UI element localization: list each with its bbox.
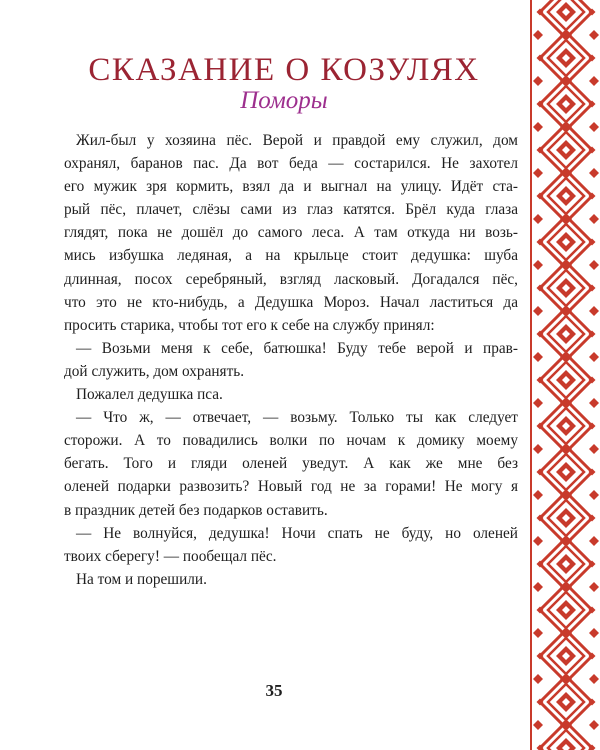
ornament-diamond xyxy=(533,536,543,546)
text-line: дой служить, дом охранять. xyxy=(64,362,245,380)
ornament-diamond xyxy=(589,260,599,270)
ornament-diamond xyxy=(589,536,599,546)
text-line: мись избушка ледяная, а на крыльце стоит дедушка: шуба xyxy=(64,247,518,265)
ornament-diamond xyxy=(533,720,543,730)
text-line: На том и порешили. xyxy=(76,570,207,588)
ornament-diamond xyxy=(533,398,543,408)
page-subtitle: Поморы xyxy=(240,87,328,114)
ornament-diamond xyxy=(589,306,599,316)
ornament-border xyxy=(528,0,600,750)
ornament-diamond xyxy=(589,490,599,500)
ornament-diamond xyxy=(589,444,599,454)
ornament-diamond xyxy=(589,582,599,592)
story-text xyxy=(64,129,518,591)
text-line: в праздник детей без подарков оставить. xyxy=(64,501,328,519)
text-line: оленей подарки развозить? Новый год не за горами! Не могу я xyxy=(64,478,518,496)
text-line: Жил-был у хозяина пёс. Верой и правдой ему служил, дом xyxy=(76,132,518,149)
ornament-diamond xyxy=(589,628,599,638)
text-line: его мужик зря кормить, взял да и выгнал на улицу. Идёт ста- xyxy=(64,178,518,196)
ornament-diamond xyxy=(589,122,599,132)
ornament-diamond xyxy=(589,398,599,408)
text-line: — Не волнуйся, дедушка! Ночи спать не буду, но оленей xyxy=(76,524,518,542)
ornament-diamond xyxy=(533,306,543,316)
ornament-diamond xyxy=(533,30,543,40)
ornament-diamond xyxy=(533,168,543,178)
text-line: охранял, баранов пас. Да вот беда — состарился. Не захотел xyxy=(64,155,518,173)
ornament-diamond xyxy=(533,444,543,454)
ornament-diamond xyxy=(589,76,599,86)
text-line: что это не кто-нибудь, а Дедушка Мороз. Начал ластиться да xyxy=(64,293,518,311)
ornament-diamond xyxy=(589,674,599,684)
ornament-diamond xyxy=(533,260,543,270)
ornament-diamond xyxy=(533,214,543,224)
red-ornament-pattern-icon xyxy=(528,0,600,750)
text-line: просить старика, чтобы тот его к себе на службу принял: xyxy=(64,316,435,334)
ornament-diamond xyxy=(589,214,599,224)
text-line: — Что ж, — отвечает, — возьму. Только ты как следует xyxy=(76,409,518,427)
text-line: — Возьми меня к себе, батюшка! Буду тебе верой и прав- xyxy=(76,339,518,357)
ornament-diamond xyxy=(589,30,599,40)
text-line: глядят, пока не дошёл до самого леса. А там откуда ни возь- xyxy=(64,224,518,242)
ornament-diamond xyxy=(533,76,543,86)
page-number: 35 xyxy=(265,681,283,700)
text-line: бегать. Того и гляди оленей уведут. А как же мне без xyxy=(64,455,518,473)
ornament-diamond xyxy=(533,122,543,132)
text-line: Пожалел дедушка пса. xyxy=(76,386,223,404)
ornament-diamond xyxy=(533,490,543,500)
text-line: длинная, посох серебряный, взгляд ласковый. Догадался пёс, xyxy=(64,270,518,288)
ornament-diamond xyxy=(533,628,543,638)
text-line: сторожи. А то повадились волки по ночам к домику моему xyxy=(64,432,518,450)
ornament-diamond xyxy=(533,352,543,362)
ornament-diamond xyxy=(589,720,599,730)
ornament-diamond xyxy=(533,674,543,684)
page-title: СКАЗАНИЕ О КОЗУЛЯХ xyxy=(88,52,480,88)
text-line: рый пёс, плачет, слёзы сами из глаз катятся. Брёл куда глаза xyxy=(64,201,518,219)
ornament-diamond xyxy=(589,168,599,178)
ornament-diamond xyxy=(533,582,543,592)
ornament-diamond xyxy=(589,352,599,362)
text-line: твоих сберегу! — пообещал пёс. xyxy=(64,547,277,565)
